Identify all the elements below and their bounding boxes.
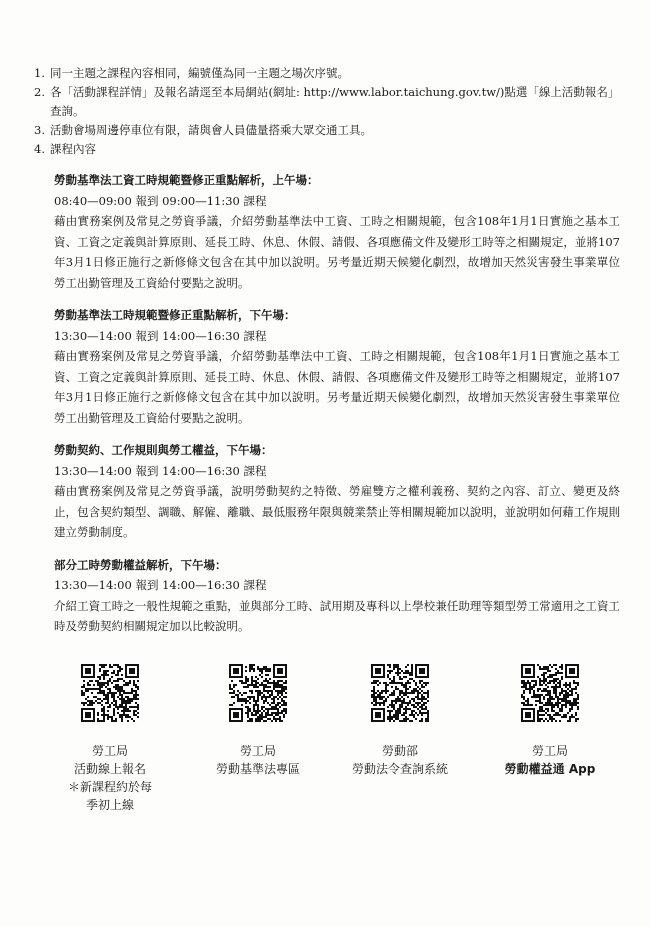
qr-footnote: 季初上線 <box>85 798 134 812</box>
qr-caption-line2: 活動線上報名 <box>73 762 146 776</box>
note-text: 各「活動課程詳情」及報名請逕至本局網站(網址: http://www.labor.taichung.gov.tw/)點選「線上活動報名」查詢。 <box>50 85 620 118</box>
session-time: 13:30—14:00 報到 14:00—16:30 課程 <box>54 463 267 478</box>
note-number: 1. <box>34 66 45 80</box>
qr-caption-line2: 勞動權益通 App <box>504 762 596 776</box>
qr-caption-line1: 勞工局 <box>239 744 276 758</box>
note-number: 3. <box>34 123 45 137</box>
session-title: 勞動基準法工時規範暨修正重點解析，下午場： <box>54 308 296 322</box>
note-item <box>34 83 624 121</box>
note-text: 課程內容 <box>50 142 96 156</box>
session-title: 勞動契約、工作規則與勞工權益，下午場： <box>54 443 273 457</box>
qr-code-row <box>40 664 620 864</box>
qr-code-icon[interactable] <box>229 664 287 722</box>
session-block <box>54 170 620 293</box>
qr-footnote: ＊新課程約於每 <box>67 780 152 794</box>
note-text: 同一主題之課程內容相同，編號僅為同一主題之場次序號。 <box>50 66 349 80</box>
qr-item-event-registration[interactable] <box>40 664 180 814</box>
session-description: 藉由實務案例及常見之勞資爭議，介紹勞動基準法中工資、工時之相關規範，包含108年1月1日實施之基本工資、工資之定義與計算原則、延長工時、休息、休假、請假、各項應備文件及變形工時等之相關規定，並將107年3月1日修正施行之新修條文包含在其中加以說明。另考量近期天候變化劇烈，故增加天然災害發生事業單位勞工出勤管理及工資給付要點之說明。 <box>54 349 620 425</box>
qr-item-rights-app[interactable] <box>480 664 620 778</box>
note-number: 2. <box>34 85 45 99</box>
qr-caption-line2: 勞動法令查詢系統 <box>351 762 448 776</box>
note-number: 4. <box>34 142 45 156</box>
qr-item-labor-standards[interactable] <box>188 664 328 778</box>
session-description: 介紹工資工時之一般性規範之重點，並與部分工時、試用期及專科以上學校兼任助理等類型勞工常適用之工資工時及勞動契約相關規定加以比較說明。 <box>54 598 620 633</box>
session-description: 藉由實務案例及常見之勞資爭議，說明勞動契約之特徵、勞雇雙方之權利義務、契約之內容、訂立、變更及終止，包含契約類型、調職、解僱、離職、最低服務年限與競業禁止等相關規範加以說明，並說明如何藉工作規則建立勞動制度。 <box>54 484 620 539</box>
qr-caption-line2: 勞動基準法專區 <box>215 762 300 776</box>
qr-caption-line1: 勞工局 <box>531 744 568 758</box>
qr-caption-line1: 勞動部 <box>381 744 418 758</box>
qr-caption-line1: 勞工局 <box>91 744 128 758</box>
session-time: 08:40—09:00 報到 09:00—11:30 課程 <box>54 193 267 208</box>
session-block <box>54 305 620 428</box>
notes-list <box>34 64 624 159</box>
qr-item-regulation-search[interactable] <box>330 664 470 778</box>
qr-code-icon[interactable] <box>81 664 139 722</box>
session-time: 13:30—14:00 報到 14:00—16:30 課程 <box>54 328 267 343</box>
session-title: 部分工時勞動權益解析，下午場： <box>54 557 227 572</box>
course-sessions <box>54 170 620 649</box>
note-item <box>34 121 624 140</box>
note-item <box>34 64 624 83</box>
session-block <box>54 440 620 543</box>
session-time: 13:30—14:00 報到 14:00—16:30 課程 <box>54 578 267 592</box>
qr-code-icon[interactable] <box>521 664 579 722</box>
session-description: 藉由實務案例及常見之勞資爭議，介紹勞動基準法中工資、工時之相關規範，包含108年1月1日實施之基本工資、工資之定義與計算原則、延長工時、休息、休假、請假、各項應備文件及變形工時等之相關規定，並將107年3月1日修正施行之新修條文包含在其中加以說明。另考量近期天候變化劇烈，故增加天然災害發生事業單位勞工出勤管理及工資給付要點之說明。 <box>54 214 620 290</box>
qr-code-icon[interactable] <box>371 664 429 722</box>
session-block <box>54 555 620 637</box>
note-text: 活動會場周邊停車位有限，請與會人員儘量搭乘大眾交通工具。 <box>50 123 372 137</box>
note-item <box>34 140 624 159</box>
session-title: 勞動基準法工資工時規範暨修正重點解析，上午場： <box>54 173 319 187</box>
